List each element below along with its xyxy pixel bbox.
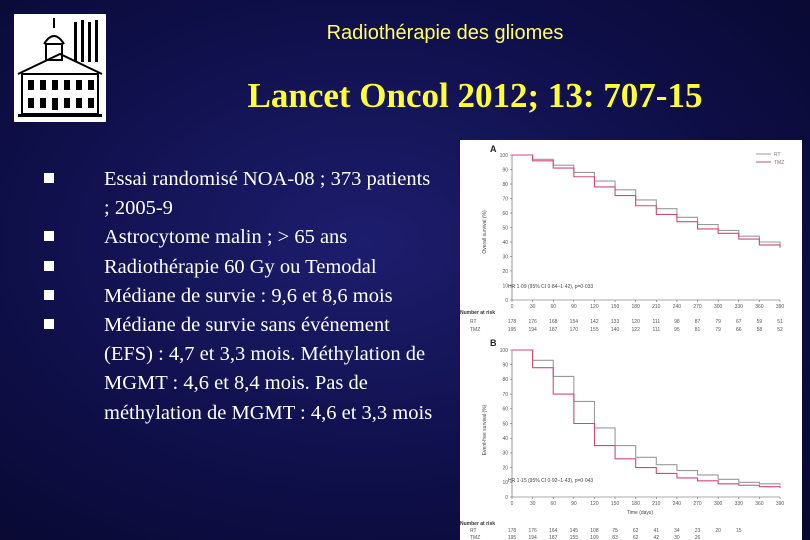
survival-curve-rt — [512, 155, 780, 246]
legend-label-tmz: TMZ — [774, 160, 785, 166]
risk-table-value: 79 — [715, 319, 721, 325]
bullet-item: Radiothérapie 60 Gy ou Temodal — [40, 253, 440, 282]
x-axis-label: Time (days) — [626, 510, 654, 516]
risk-table-value: 34 — [674, 528, 680, 534]
bullet-item: Astrocytome malin ; > 65 ans — [40, 223, 440, 252]
x-tick-label: 180 — [631, 501, 640, 507]
survival-figure — [460, 140, 802, 540]
x-tick-label: 180 — [631, 304, 640, 310]
y-tick-label: 50 — [502, 225, 508, 232]
institution-logo — [14, 14, 106, 122]
y-tick-label: 70 — [502, 391, 508, 398]
x-tick-label: 30 — [529, 304, 536, 310]
y-tick-label: 50 — [502, 421, 508, 428]
risk-table-value: 122 — [631, 327, 640, 333]
x-tick-label: 300 — [713, 304, 723, 310]
x-tick-label: 0 — [510, 501, 514, 507]
y-tick-label: 80 — [502, 181, 508, 188]
y-axis-label: Overall survival (%) — [482, 210, 488, 254]
x-tick-label: 60 — [550, 501, 557, 507]
risk-table-value: 111 — [652, 327, 661, 333]
risk-table-value: 194 — [528, 327, 537, 333]
survival-curve-tmz — [512, 350, 780, 488]
y-tick-label: 100 — [499, 152, 508, 159]
y-tick-label: 60 — [502, 210, 508, 217]
survival-curves-chart — [460, 140, 802, 540]
risk-table-value: 120 — [631, 319, 640, 325]
x-tick-label: 240 — [672, 304, 682, 310]
risk-row-label: RT — [470, 528, 477, 534]
x-tick-label: 300 — [713, 501, 723, 507]
x-tick-label: 360 — [755, 304, 764, 310]
risk-table-heading: Number at risk — [460, 310, 496, 316]
y-tick-label: 80 — [502, 377, 508, 384]
bullet-item: Médiane de survie sans événement (EFS) : 4,7 et 3,3 mois. Méthylation de MGMT : 4,6 et 8,4 mois. Pas de méthylation de MGMT : 4,6 et 3,3 mois — [40, 311, 440, 428]
y-tick-label: 30 — [502, 450, 508, 457]
risk-table-value: 170 — [569, 327, 579, 333]
building-logo-icon — [14, 14, 106, 122]
risk-table-value: 67 — [735, 319, 742, 325]
risk-table-value: 98 — [674, 319, 680, 325]
x-tick-label: 90 — [571, 304, 577, 310]
x-tick-label: 270 — [693, 501, 702, 507]
y-tick-label: 0 — [505, 494, 508, 501]
risk-table-value: 23 — [694, 528, 701, 534]
risk-table-value: 154 — [569, 319, 579, 325]
risk-table-value: 52 — [777, 327, 783, 333]
risk-table-value: 83 — [612, 535, 618, 540]
risk-row-label: TMZ — [470, 327, 481, 333]
bullet-item: Médiane de survie : 9,6 et 8,6 mois — [40, 282, 440, 311]
survival-curve-tmz — [512, 155, 780, 248]
hr-annotation: HR 1·15 (95% CI 0·92–1·43), p=0·043 — [508, 478, 594, 484]
risk-row-label: TMZ — [470, 535, 481, 540]
x-tick-label: 270 — [693, 304, 702, 310]
risk-table-value: 20 — [715, 528, 721, 534]
y-tick-label: 40 — [502, 239, 508, 246]
x-tick-label: 330 — [734, 304, 743, 310]
risk-table-value: 59 — [756, 319, 763, 325]
risk-table-value: 140 — [610, 327, 620, 333]
risk-row-label: RT — [470, 319, 477, 325]
y-tick-label: 30 — [502, 254, 508, 261]
panel-letter: A — [490, 144, 497, 154]
risk-table-value: 168 — [549, 319, 558, 325]
hr-annotation: HR 1·09 (95% CI 0·84–1·42), p=0·033 — [508, 284, 594, 290]
x-tick-label: 210 — [652, 304, 661, 310]
risk-table-value: 62 — [632, 528, 639, 534]
y-tick-label: 60 — [502, 406, 508, 413]
risk-table-value: 81 — [694, 327, 701, 333]
risk-table-value: 187 — [549, 327, 558, 333]
risk-table-value: 108 — [590, 528, 599, 534]
risk-table-value: 195 — [507, 535, 517, 540]
risk-table-value: 66 — [735, 327, 742, 333]
x-tick-label: 120 — [590, 304, 599, 310]
risk-table-value: 178 — [507, 528, 517, 534]
risk-table-value: 75 — [612, 528, 618, 534]
bullet-item: Essai randomisé NOA-08 ; 373 patients ; 2005-9 — [40, 165, 440, 223]
y-tick-label: 20 — [502, 268, 508, 275]
risk-table-value: 87 — [694, 319, 701, 325]
risk-table-value: 30 — [674, 535, 680, 540]
panel-letter: B — [490, 338, 497, 348]
legend-label-rt: RT — [774, 152, 781, 158]
x-tick-label: 150 — [610, 304, 620, 310]
y-tick-label: 100 — [499, 347, 508, 354]
y-tick-label: 40 — [502, 436, 508, 442]
risk-table-value: 176 — [528, 319, 537, 325]
y-tick-label: 0 — [505, 297, 508, 304]
y-axis-label: Event-free survival (%) — [482, 404, 488, 456]
risk-table-value: 155 — [569, 535, 579, 540]
y-tick-label: 20 — [502, 465, 508, 472]
risk-table-value: 111 — [652, 319, 661, 325]
x-tick-label: 150 — [610, 501, 620, 507]
risk-table-value: 62 — [632, 535, 639, 540]
x-tick-label: 210 — [652, 501, 661, 507]
risk-table-value: 51 — [777, 319, 783, 325]
x-tick-label: 30 — [529, 501, 536, 507]
x-tick-label: 120 — [590, 501, 599, 507]
x-tick-label: 390 — [775, 501, 785, 507]
risk-table-value: 195 — [507, 327, 517, 333]
risk-table-value: 133 — [610, 319, 620, 325]
risk-table-value: 15 — [735, 528, 742, 534]
y-tick-label: 70 — [502, 196, 508, 203]
risk-table-value: 42 — [653, 535, 660, 540]
risk-table-value: 178 — [507, 319, 517, 325]
slide-title: Lancet Oncol 2012; 13: 707-15 — [247, 76, 703, 115]
y-tick-label: 90 — [502, 362, 508, 369]
risk-table-value: 145 — [569, 528, 579, 534]
x-tick-label: 0 — [510, 304, 514, 310]
risk-table-value: 194 — [528, 535, 537, 540]
y-tick-label: 90 — [502, 167, 508, 174]
risk-table-value: 95 — [674, 327, 680, 333]
x-tick-label: 60 — [550, 304, 557, 310]
risk-table-heading: Number at risk — [460, 521, 496, 527]
x-tick-label: 360 — [755, 501, 764, 507]
risk-table-value: 187 — [549, 535, 558, 540]
slide-header: Radiothérapie des gliomes — [326, 22, 564, 44]
risk-table-value: 109 — [590, 535, 599, 540]
risk-table-value: 176 — [528, 528, 537, 534]
x-tick-label: 390 — [775, 304, 785, 310]
bullet-list — [40, 165, 440, 428]
x-tick-label: 330 — [734, 501, 743, 507]
risk-table-value: 26 — [694, 535, 701, 540]
x-tick-label: 240 — [672, 501, 682, 507]
survival-curve-rt — [512, 350, 780, 485]
y-tick-label: 10 — [502, 480, 508, 487]
risk-table-value: 155 — [590, 327, 599, 333]
risk-table-value: 164 — [549, 528, 558, 534]
risk-table-value: 79 — [715, 327, 721, 333]
y-tick-label: 10 — [502, 283, 508, 290]
risk-table-value: 41 — [653, 528, 660, 534]
x-tick-label: 90 — [571, 501, 577, 507]
risk-table-value: 58 — [756, 327, 763, 333]
risk-table-value: 142 — [590, 319, 599, 325]
